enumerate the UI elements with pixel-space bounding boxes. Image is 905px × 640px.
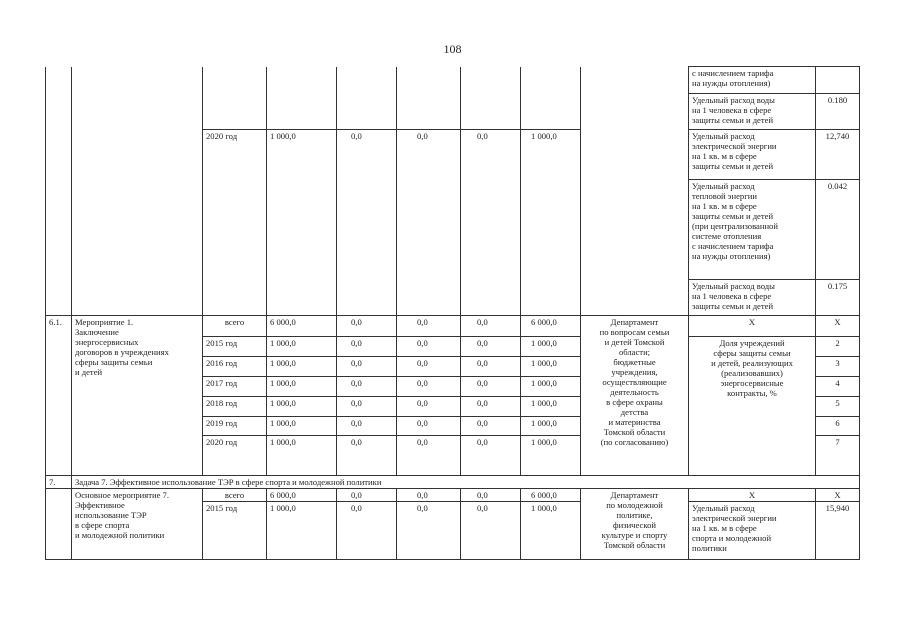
total-cell: 1 000,0: [267, 502, 337, 560]
value-cell: 0,0: [461, 316, 521, 337]
x-mark: Х: [816, 489, 860, 502]
empty-cell: [581, 67, 689, 316]
period-cell: 2020 год: [203, 130, 267, 316]
value-cell: 0,0: [337, 337, 397, 357]
total-cell: 1 000,0: [267, 377, 337, 397]
value-cell: 0,0: [337, 436, 397, 476]
empty-cell: [267, 67, 337, 130]
indicator-cell: Удельный расход электрической энергии на 1 кв. м в сфере спорта и молодежной политики: [689, 502, 816, 560]
value-cell: 0,0: [397, 489, 461, 502]
value-cell: 2: [816, 337, 860, 357]
value-cell: 0.042: [816, 180, 860, 280]
value-cell: 1 000,0: [521, 436, 581, 476]
value-cell: 0,0: [461, 377, 521, 397]
period-cell: всего: [203, 316, 267, 337]
value-cell: 1 000,0: [521, 130, 581, 316]
value-cell: 6 000,0: [521, 489, 581, 502]
value-cell: 0,0: [337, 316, 397, 337]
value-cell: 1 000,0: [521, 357, 581, 377]
value-cell: 0,0: [337, 377, 397, 397]
value-cell: 0,0: [337, 489, 397, 502]
value-cell: 0,0: [397, 397, 461, 417]
value-cell: 6: [816, 417, 860, 436]
empty-cell: [46, 67, 72, 316]
responsible-cell: Департамент по молодежной политике, физической культуре и спорту Томской области: [581, 489, 689, 560]
value-cell: 15,940: [816, 502, 860, 560]
total-cell: 1 000,0: [267, 357, 337, 377]
total-cell: 1 000,0: [267, 436, 337, 476]
indicator-cell: Удельный расход воды на 1 человека в сфере защиты семьи и детей: [689, 280, 816, 316]
value-cell: 0,0: [397, 337, 461, 357]
value-cell: 0.175: [816, 280, 860, 316]
measure-name: Основное мероприятие 7. Эффективное использование ТЭР в сфере спорта и молодежной политики: [72, 489, 203, 560]
value-cell: 1 000,0: [521, 377, 581, 397]
empty-cell: [397, 67, 461, 130]
period-cell: всего: [203, 489, 267, 502]
value-cell: 6 000,0: [521, 316, 581, 337]
value-cell: 0,0: [397, 130, 461, 316]
value-cell: 0,0: [461, 357, 521, 377]
empty-cell: [816, 67, 860, 94]
value-cell: 0,0: [337, 502, 397, 560]
value-cell: 0,0: [337, 130, 397, 316]
value-cell: 0,0: [461, 417, 521, 436]
value-cell: 0,0: [461, 337, 521, 357]
total-cell: 1 000,0: [267, 397, 337, 417]
value-cell: 0,0: [337, 397, 397, 417]
value-cell: 0,0: [461, 436, 521, 476]
indicator-cell: Доля учреждений сферы защиты семьи и детей, реализующих (реализовавших) энергосервисные контракты, %: [689, 337, 816, 476]
empty-cell: [72, 67, 203, 316]
total-cell: 6 000,0: [267, 489, 337, 502]
period-cell: 2017 год: [203, 377, 267, 397]
measure-name: Мероприятие 1. Заключение энергосервисных договоров в учреждениях сферы защиты семьи и детей: [72, 316, 203, 476]
value-cell: 0.180: [816, 94, 860, 130]
total-cell: 6 000,0: [267, 316, 337, 337]
table-row: [46, 489, 860, 502]
x-mark: Х: [816, 316, 860, 337]
period-cell: 2016 год: [203, 357, 267, 377]
indicator-cell: Удельный расход воды на 1 человека в сфере защиты семьи и детей: [689, 94, 816, 130]
task-title: Задача 7. Эффективное использование ТЭР в сфере спорта и молодежной политики: [72, 476, 860, 489]
value-cell: 0,0: [461, 130, 521, 316]
value-cell: 0,0: [337, 357, 397, 377]
value-cell: 0,0: [397, 316, 461, 337]
value-cell: 1 000,0: [521, 502, 581, 560]
table-row: [46, 476, 860, 489]
x-mark: Х: [689, 316, 816, 337]
value-cell: 0,0: [337, 417, 397, 436]
value-cell: 1 000,0: [521, 337, 581, 357]
value-cell: 1 000,0: [521, 397, 581, 417]
responsible-cell: Департамент по вопросам семьи и детей Томской области; бюджетные учреждения, осуществляющие деятельность в сфере охраны детства и материнства Томской области (по согласованию): [581, 316, 689, 476]
program-table: [45, 66, 860, 560]
page-number: 108: [443, 42, 462, 56]
indicator-cell: с начислением тарифа на нужды отопления): [689, 67, 816, 94]
value-cell: 0,0: [397, 357, 461, 377]
period-cell: 2020 год: [203, 436, 267, 476]
empty-cell: [337, 67, 397, 130]
value-cell: 7: [816, 436, 860, 476]
total-cell: 1 000,0: [267, 417, 337, 436]
table-row: [46, 67, 860, 94]
value-cell: 0,0: [461, 489, 521, 502]
value-cell: 12,740: [816, 130, 860, 180]
period-cell: 2018 год: [203, 397, 267, 417]
row-number: 7.: [46, 476, 72, 489]
value-cell: 1 000,0: [521, 417, 581, 436]
indicator-cell: Удельный расход тепловой энергии на 1 кв. м в сфере защиты семьи и детей (при централизованной системе отопления с начислением тарифа на нужды отопления): [689, 180, 816, 280]
value-cell: 0,0: [461, 502, 521, 560]
period-cell: 2015 год: [203, 502, 267, 560]
value-cell: 0,0: [397, 377, 461, 397]
value-cell: 0,0: [461, 397, 521, 417]
row-number: 6.1.: [46, 316, 72, 476]
empty-cell: [461, 67, 521, 130]
total-cell: 1 000,0: [267, 337, 337, 357]
table-row: [46, 316, 860, 337]
value-cell: 5: [816, 397, 860, 417]
value-cell: 4: [816, 377, 860, 397]
empty-cell: [521, 67, 581, 130]
empty-cell: [46, 489, 72, 560]
empty-cell: [203, 67, 267, 130]
indicator-cell: Удельный расход электрической энергии на 1 кв. м в сфере защиты семьи и детей: [689, 130, 816, 180]
value-cell: 0,0: [397, 502, 461, 560]
period-cell: 2015 год: [203, 337, 267, 357]
x-mark: Х: [689, 489, 816, 502]
value-cell: 3: [816, 357, 860, 377]
period-cell: 2019 год: [203, 417, 267, 436]
total-cell: 1 000,0: [267, 130, 337, 316]
value-cell: 0,0: [397, 417, 461, 436]
value-cell: 0,0: [397, 436, 461, 476]
